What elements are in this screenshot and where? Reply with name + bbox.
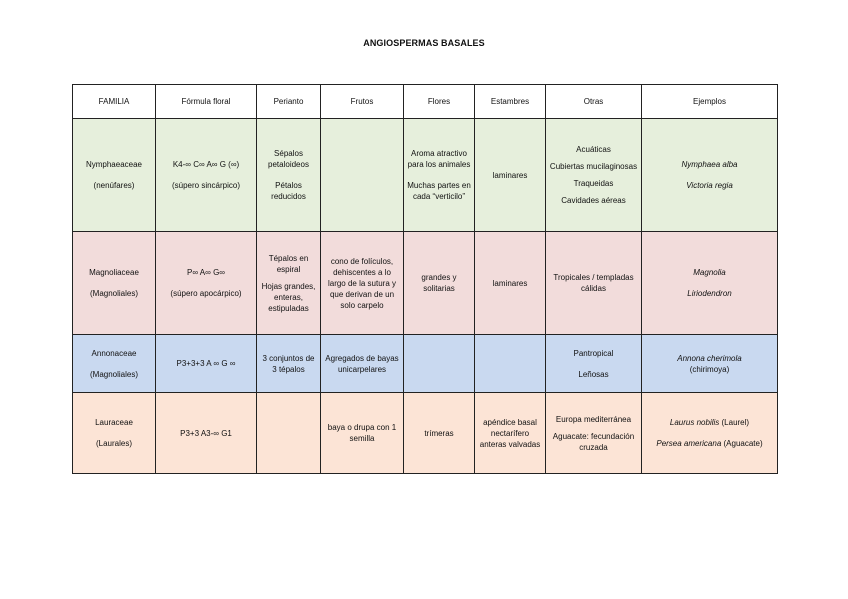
frutos-text: Agregados de bayas unicarpelares xyxy=(325,353,399,374)
otras-text: Aguacate: fecundación cruzada xyxy=(552,431,635,452)
example-line xyxy=(645,438,774,449)
estambres-text: apéndice basal nectarífero anteras valvadas xyxy=(479,417,541,449)
familia-common: (nenúfares) xyxy=(93,181,135,190)
page-title: ANGIOSPERMAS BASALES xyxy=(363,38,485,48)
example-common: (Aguacate) xyxy=(721,439,763,448)
cell-frutos xyxy=(321,393,404,474)
cell-flores xyxy=(404,335,475,393)
example-species: Victoria regia xyxy=(686,181,733,190)
cell-estambres xyxy=(475,119,546,232)
cell-estambres xyxy=(475,232,546,335)
cell-frutos xyxy=(321,119,404,232)
familia-name: Nymphaeaceae xyxy=(85,160,143,169)
header-row xyxy=(73,85,778,119)
cell-ejemplos xyxy=(642,393,778,474)
cell-ejemplos xyxy=(642,335,778,393)
frutos-text: baya o drupa con 1 semilla xyxy=(327,423,397,443)
cell-perianto xyxy=(257,232,321,335)
estambres-text: laminares xyxy=(492,278,528,288)
perianto-text: Sépalos petaloideos xyxy=(268,149,309,169)
cell-familia xyxy=(73,232,156,335)
flores-text: trímeras xyxy=(424,428,454,438)
example-line xyxy=(645,353,774,364)
cell-formula xyxy=(156,335,257,393)
cell-formula xyxy=(156,393,257,474)
cell-perianto xyxy=(257,335,321,393)
angiosperm-table xyxy=(72,84,778,474)
example-line xyxy=(645,288,774,299)
otras-text: Pantropical xyxy=(573,348,614,358)
cell-familia xyxy=(73,119,156,232)
cell-familia xyxy=(73,393,156,474)
header-estambres: Estambres xyxy=(475,85,546,119)
cell-perianto xyxy=(257,393,321,474)
frutos-text: cono de folículos, dehiscentes a lo largo de la sutura y que derivan de un solo carpelo xyxy=(327,256,397,310)
formula-text: P∞ A∞ G∞ xyxy=(186,268,225,277)
header-frutos: Frutos xyxy=(321,85,404,119)
header-flores: Flores xyxy=(404,85,475,119)
cell-ejemplos xyxy=(642,119,778,232)
cell-estambres xyxy=(475,393,546,474)
cell-flores xyxy=(404,393,475,474)
example-species: Liriodendron xyxy=(687,289,732,298)
cell-otras xyxy=(546,393,642,474)
otras-text: Cubiertas mucilaginosas xyxy=(549,162,638,171)
example-line xyxy=(645,159,774,170)
cell-otras xyxy=(546,232,642,335)
formula-text: K4-∞ C∞ A∞ G (∞) xyxy=(172,160,240,169)
header-otras: Otras xyxy=(546,85,642,119)
cell-flores xyxy=(404,119,475,232)
otras-text: Tropicales / templadas cálidas xyxy=(553,273,634,293)
otras-text: Leñosas xyxy=(578,369,609,379)
cell-frutos xyxy=(321,335,404,393)
perianto-text: Tépalos en espiral xyxy=(268,253,309,274)
flores-text: Muchas partes en cada “verticilo” xyxy=(407,181,471,201)
cell-estambres xyxy=(475,335,546,393)
cell-frutos xyxy=(321,232,404,335)
flores-text: Aroma atractivo para los animales xyxy=(407,149,471,169)
formula-text: P3+3 A3-∞ G1 xyxy=(180,428,232,438)
perianto-text: 3 conjuntos de 3 tépalos xyxy=(262,353,315,374)
cell-flores xyxy=(404,232,475,335)
otras-text: Acuáticas xyxy=(576,145,611,154)
formula-note: (súpero apocárpico) xyxy=(170,289,242,298)
flores-text: grandes y solitarias xyxy=(421,273,457,293)
example-species: Persea americana xyxy=(656,439,722,448)
cell-formula xyxy=(156,119,257,232)
table-row-lauraceae xyxy=(73,393,778,474)
cell-otras xyxy=(546,335,642,393)
example-species: Magnolia xyxy=(693,268,726,277)
perianto-text: Pétalos reducidos xyxy=(271,181,306,201)
example-line xyxy=(645,364,774,375)
cell-formula xyxy=(156,232,257,335)
otras-text: Europa mediterránea xyxy=(555,414,632,424)
example-line xyxy=(645,417,774,428)
example-species: Annona cherimola xyxy=(677,353,742,363)
cell-ejemplos xyxy=(642,232,778,335)
example-common: (chirimoya) xyxy=(689,364,730,374)
cell-familia xyxy=(73,335,156,393)
familia-name: Annonaceae xyxy=(91,348,137,358)
example-line xyxy=(645,180,774,191)
familia-common: (Magnoliales) xyxy=(89,369,139,379)
familia-name: Lauraceae xyxy=(95,418,133,427)
otras-text: Cavidades aéreas xyxy=(561,196,626,205)
formula-note: (súpero sincárpico) xyxy=(171,181,241,190)
formula-text: P3+3+3 A ∞ G ∞ xyxy=(176,359,236,368)
familia-name: Magnoliaceae xyxy=(89,268,139,277)
header-ejemplos: Ejemplos xyxy=(642,85,778,119)
familia-common: (Laurales) xyxy=(95,439,132,448)
header-formula-floral: Fórmula floral xyxy=(156,85,257,119)
cell-otras xyxy=(546,119,642,232)
example-species: Nymphaea alba xyxy=(681,160,738,169)
example-line xyxy=(645,267,774,278)
example-common: (Laurel) xyxy=(719,418,750,427)
perianto-text: Hojas grandes, enteras, estipuladas xyxy=(261,281,316,313)
estambres-text: laminares xyxy=(492,170,528,180)
example-species: Laurus nobilis xyxy=(669,418,720,427)
table-row-nymphaeaceae xyxy=(73,119,778,232)
familia-common: (Magnoliales) xyxy=(89,289,139,298)
table-row-magnoliaceae xyxy=(73,232,778,335)
table-row-annonaceae xyxy=(73,335,778,393)
cell-perianto xyxy=(257,119,321,232)
header-perianto: Perianto xyxy=(257,85,321,119)
otras-text: Traqueidas xyxy=(573,179,614,188)
header-familia: FAMILIA xyxy=(73,85,156,119)
